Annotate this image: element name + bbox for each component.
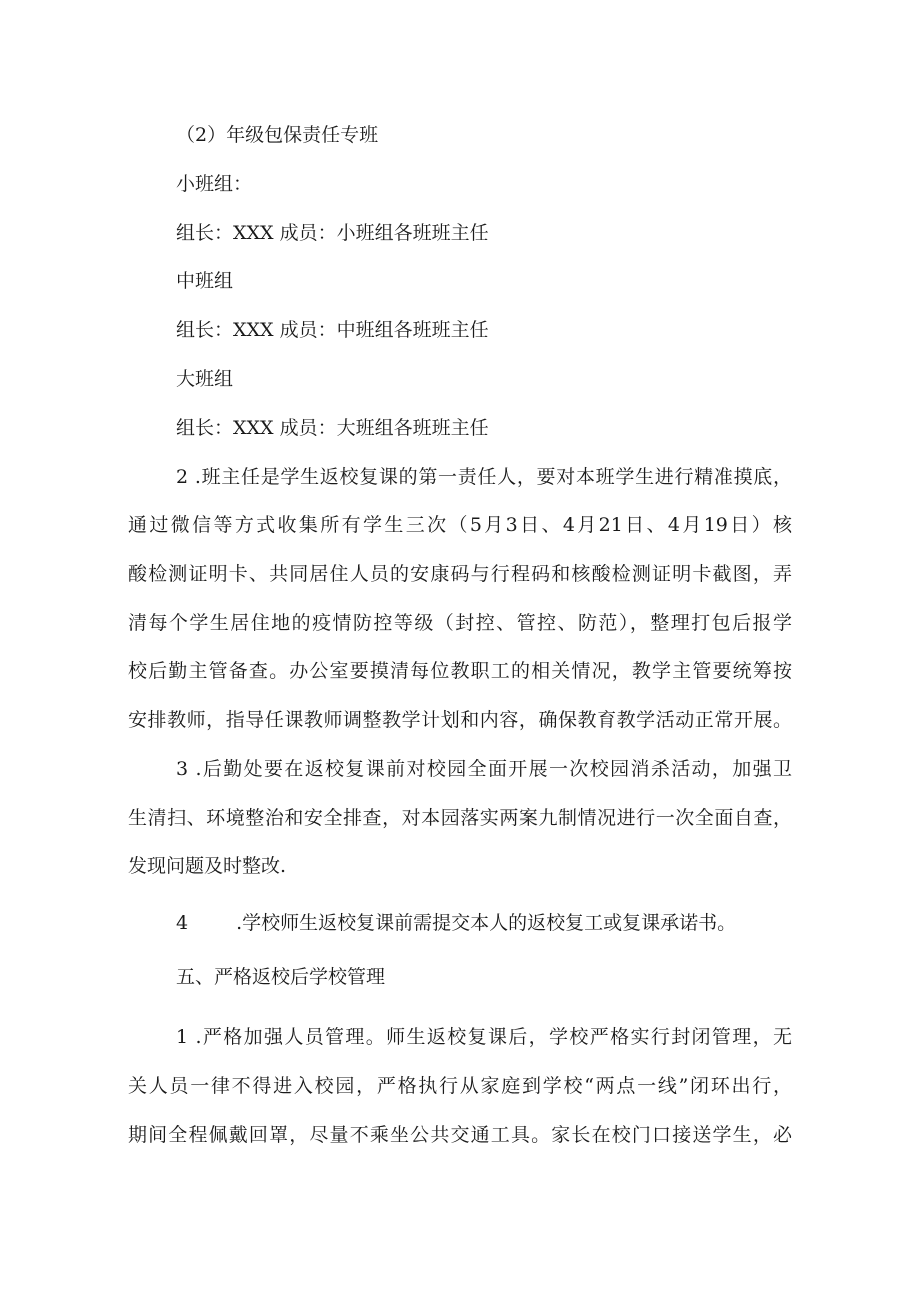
- item2-line: 清每个学生居住地的疫情防控等级（封控、管控、防范），整理打包后报学: [128, 612, 792, 634]
- section-heading: 五、严格返校后学校管理: [176, 966, 386, 988]
- item2-line: 校后勤主管备查。办公室要摸清每位教职工的相关情况，教学主管要统筹按: [128, 660, 792, 682]
- item5-1-line: 期间全程佩戴回罩，尽量不乘坐公共交通工具。家长在校门口接送学生，必: [128, 1124, 792, 1146]
- item3-line: 发现问题及时整改.: [128, 855, 287, 877]
- small-group-members: 组长：XXX 成员：小班组各班班主任: [176, 222, 489, 244]
- item4-text: .学校师生返校复课前需提交本人的返校复工或复课承诺书。: [236, 912, 737, 934]
- small-group-title: 小班组：: [176, 173, 253, 195]
- middle-group-title: 中班组: [176, 270, 234, 292]
- middle-group-members: 组长：XXX 成员：中班组各班班主任: [176, 319, 489, 341]
- large-group-title: 大班组: [176, 368, 234, 390]
- item3-line: 生清扫、环境整治和安全排查，对本园落实两案九制情况进行一次全面自查，: [128, 807, 792, 829]
- item2-line: 通过微信等方式收集所有学生三次（5月3日、4月21日、4月19日）核: [128, 514, 792, 536]
- item4-line: [176, 911, 736, 935]
- item2-line: 2 .班主任是学生返校复课的第一责任人，要对本班学生进行精准摸底，: [176, 466, 792, 488]
- item2-line: 酸检测证明卡、共同居住人员的安康码与行程码和核酸检测证明卡截图，弄: [128, 563, 792, 585]
- item2-line: 安排教师，指导任课教师调整教学计划和内容，确保教育教学活动正常开展。: [128, 709, 792, 731]
- section-heading: （2）年级包保责任专班: [176, 124, 379, 146]
- item4-number: 4: [176, 912, 189, 934]
- item5-1-line: 关人员一律不得进入校园，严格执行从家庭到学校“两点一线”闭环出行，: [128, 1075, 792, 1097]
- large-group-members: 组长：XXX 成员：大班组各班班主任: [176, 417, 489, 439]
- item3-line: 3 .后勤处要在返校复课前对校园全面开展一次校园消杀活动，加强卫: [176, 758, 792, 780]
- item5-1-line: 1 .严格加强人员管理。师生返校复课后，学校严格实行封闭管理，无: [176, 1026, 792, 1048]
